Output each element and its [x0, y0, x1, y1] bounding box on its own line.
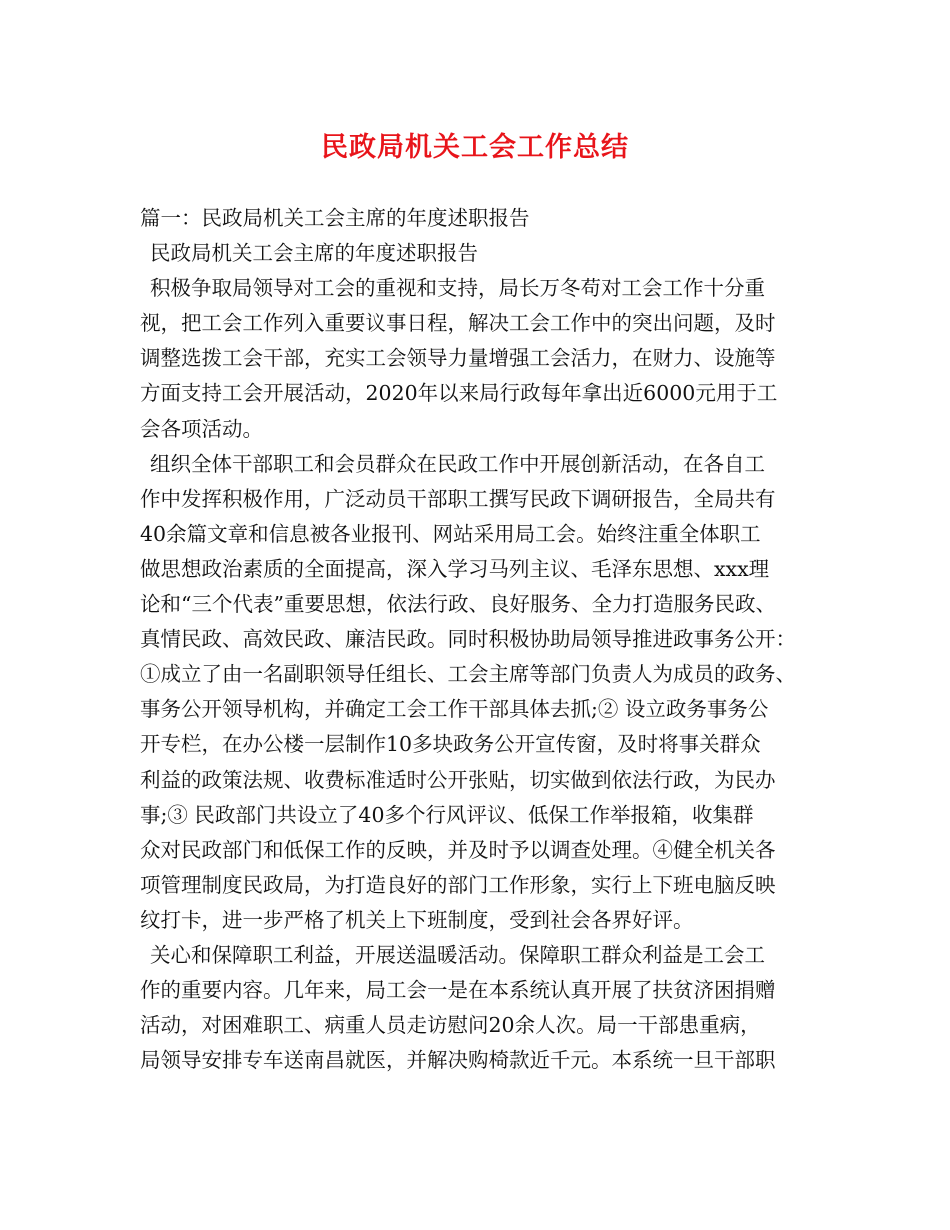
text-line: 开专栏，在办公楼一层制作10多块政务公开宣传窗，及时将事关群众 — [140, 732, 761, 757]
document-title: 民政局机关工会工作总结 — [321, 132, 629, 163]
text-line: 组织全体干部职工和会员群众在民政工作中开展创新活动，在各自工 — [150, 451, 765, 476]
text-line: 真情民政、高效民政、廉洁民政。同时积极协助局领导推进政事务公开： — [140, 627, 796, 652]
text-line: 篇一：民政局机关工会主席的年度述职报告 — [140, 206, 530, 230]
text-line: 关心和保障职工利益，开展送温暖活动。保障职工群众利益是工会工 — [150, 942, 765, 967]
text-line: 利益的政策法规、收费标准适时公开张贴，切实做到依法行政，为民办 — [140, 767, 776, 792]
text-line: 活动，对困难职工、病重人员走访慰问20余人次。局一干部患重病， — [140, 1013, 761, 1038]
text-line: 视，把工会工作列入重要议事日程，解决工会工作中的突出问题，及时 — [140, 311, 776, 336]
text-line: 事务公开领导机构，并确定工会工作干部具体去抓;② 设立政务事务公 — [140, 697, 769, 722]
text-line: 众对民政部门和低保工作的反映，并及时予以调查处理。④健全机关各 — [140, 837, 776, 862]
text-line: 做思想政治素质的全面提高，深入学习马列主议、毛泽东思想、xxx理 — [140, 556, 770, 581]
document-body — [140, 201, 828, 1078]
text-line: 局领导安排专车送南昌就医，并解决购椅款近千元。本系统一旦干部职 — [140, 1048, 776, 1073]
text-line: 作的重要内容。几年来，局工会一是在本系统认真开展了扶贫济困捐赠 — [140, 978, 776, 1003]
text-line: 积极争取局领导对工会的重视和支持，局长万冬苟对工会工作十分重 — [150, 276, 765, 301]
text-line: 项管理制度民政局，为打造良好的部门工作形象，实行上下班电脑反映 — [140, 872, 776, 897]
text-line: 40余篇文章和信息被各业报刊、网站采用局工会。始终注重全体职工 — [140, 521, 761, 546]
text-line: 作中发挥积极作用，广泛动员干部职工撰写民政下调研报告，全局共有 — [140, 486, 776, 511]
text-line: ①成立了由一名副职领导任组长、工会主席等部门负责人为成员的政务、 — [140, 662, 796, 687]
text-line: 论和“三个代表”重要思想，依法行政、良好服务、全力打造服务民政、 — [140, 592, 776, 617]
text-line: 会各项活动。 — [140, 416, 263, 441]
text-line: 民政局机关工会主席的年度述职报告 — [150, 241, 478, 266]
text-line: 方面支持工会开展活动，2020年以来局行政每年拿出近6000元用于工 — [140, 381, 778, 406]
text-line: 调整选拨工会干部，充实工会领导力量增强工会活力，在财力、设施等 — [140, 346, 776, 371]
text-line: 纹打卡，进一步严格了机关上下班制度，受到社会各界好评。 — [140, 907, 694, 932]
text-line: 事;③ 民政部门共设立了40多个行风评议、低保工作举报箱，收集群 — [140, 802, 754, 827]
